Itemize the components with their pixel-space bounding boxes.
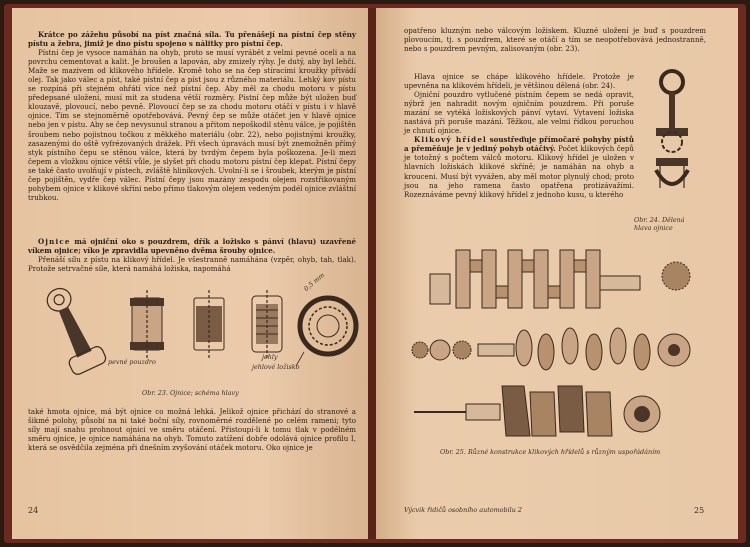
right-page [376, 8, 738, 539]
figure-25-caption: Obr. 25. Různé konstrukce klikových hřídelů s různým uspořádáním [440, 448, 661, 456]
figure-23-connecting-rod [46, 286, 366, 378]
left-para-3 [28, 407, 356, 452]
left-para-1 [28, 30, 356, 202]
right-para-1-text: opatřeno kluzným nebo válcovým ložiskem. Kluzné uložení je buď s pouzdrem plovoucím, tj. s pouzdrem, které se otáčí a tím se neopotřebovává jednostranně, nebo s pouzdrem pevným, zalisovaným (obr. 23). [404, 26, 706, 54]
right-para-2-text: Hlava ojnice se chápe klikového hřídele. Protože je upevněna na klikovém hřídeli, je většinou dělená (obr. 24). [404, 72, 634, 91]
label-dimension: 0,5 mm [302, 271, 327, 293]
book-gutter [368, 8, 376, 539]
left-para-1-lead: Krátce po zážehu působí na píst značná síla. Tu přenášejí na pístní čep stěny pístu a žebra, jimiž je dno pístu spojeno s nálitky pro pístní čep. [28, 30, 356, 49]
right-para-4-body: Počet klikových čepů je totožný s počtem válců motoru. Klikový hřídel je uložen v hlavních ložiskách klikové skříně; je namáhán na ohyb a krouceni. Musí být vyvážen, aby měl motor plynulý chod; proto jsou na jeho ramena často opatřena protizávažími. Rozeznáváme pevný klikový hřídel z jednoho kusu, u kterého [404, 144, 634, 199]
book-spread [4, 4, 746, 543]
right-para-3-text: Ojniční pouzdro vytlučené pístním čepem se nedá opravit, nýbrž jen nahradit novým ojničním pouzdrem. Při poruše mazání se vytéká ložiskových pánví vytaví. Vytavení ložiska nastává při poruše mazání. Těžkou, ale velmi řídkou poruchou je chnutí ojnice. [404, 90, 634, 136]
right-para-2 [404, 72, 634, 199]
left-page [12, 8, 368, 539]
figure-24-split-rod-head [642, 66, 702, 216]
klikovy-hridel-heading: Klikový hřídel [414, 135, 487, 145]
klikovy-hridel-lead: soustřeďuje přímočaré pohyby pístů a přeměňuje je v jediný pohyb otáčivý. [404, 135, 634, 154]
ojnice-heading: Ojnice [38, 237, 71, 246]
label-jehly: jehly [262, 353, 278, 361]
right-para-1 [404, 26, 706, 53]
page-number-right: 25 [694, 506, 705, 515]
label-pevne-pouzdro: pevné pouzdro [108, 358, 156, 366]
left-para-1-body: Pístní čep je vysoce namáhán na ohyb, proto se musí vyrábět z velmi pevné oceli a na povrchu cementovat a kalit. Je broušen a lapován, aby zmizely rýhy. Je dutý, aby byl lehčí. Maže se mazivem od klikového hřídele. Kromě toho se na čep stíracími kroužky přivádí olej. Tak jako válec a píst, také pístní čep a píst jsou z různého materiálu. Lehký kov pístu se rozpíná při stejném ohřátí více než pístní čep. Aby měl za chodu motoru v pístu předepsané uložení, musí mít za studena větší rozměry. Pístní čep může být uložen buď klouzavě, plovoucí, nebo pevně. Plovoucí čep se za chodu motoru otáčí v pístu i v hlavě ojnice. Tím se stejnoměrně opotřebovává. Pevný čep se může otáčet jen v hlavě ojnice nebo jen v pístu. Aby se čep nevysunul stranou a přitom nepoškodil stěnu válce, je pojištěn šroubem nebo pojistnou točkou z měkkého materiálu (obr. 22), nebo pojistnými kroužky, zasazenými do oště vyfrézovaných drážek. Při všech úpravách musí být znemožněn přímý styk pístního čepu se stěnou válce, která by tvrdým čepem byla poškozena. Je-li mezi čepem a vložkou ojnice větší vůle, je slyšet při chodu motoru pístní čep klepat. Pístní čepy se také často uvolňují v pístech, zvláště hliníkových. Uvolní-li se i šroubek, kterým je pístní čep pojištěn, vydře čep válec. Pístní čepy jsou mazány zespodu olejem rozstřikovaným pohybem ojnice v klikové skříni nebo přímo tlakovým olejem vedeným podél ojnice zvláštní trubkou. [28, 48, 356, 202]
page-number-left: 24 [28, 506, 39, 515]
ojnice-lead: má ojniční oko s pouzdrem, dřík a ložisko s pánví (hlavu) uzavřené víkem ojnice; víko je zpravidla upevněno dvěma šrouby ojnice. [28, 237, 356, 256]
left-para-2 [28, 237, 356, 273]
left-para-2-body: Přenáší sílu z pístu na klikový hřídel. Je všestranně namáhána (vzpěr, ohyb, tah, tlak). Protože setrvačné síle, která namáhá ložiska, napomáhá [28, 255, 356, 274]
figure-24-caption: Obr. 24. Dělená hlava ojnice [634, 216, 685, 232]
left-para-3-text: také hmota ojnice, má být ojnice co možná lehká. Jelikož ojnice přichází do stranové a šikmé polohy, působí na ni také boční síly, rovnoměrné rozdělené po celém rameni; tyto síly mají snahu prohnout ojnici ve směru otáčení. Přistoupí-li k tomu tlak v podélném směru ojnice, je ojnice namáhána na ohyb. Tomuto zatížení dobře odolává ojnice profilu I, která se osvědčila zejména při dnešním zvyšování otáček motoru. Oko ojnice je [28, 407, 356, 453]
label-jehlove-lozisko: jehlové ložisko [252, 363, 300, 371]
figure-23-caption: Obr. 23. Ojnice; schéma hlavy [142, 389, 239, 397]
footer-title: Výcvik řidičů osobního automobilu 2 [404, 506, 522, 514]
figure-25-crankshafts [406, 236, 706, 446]
